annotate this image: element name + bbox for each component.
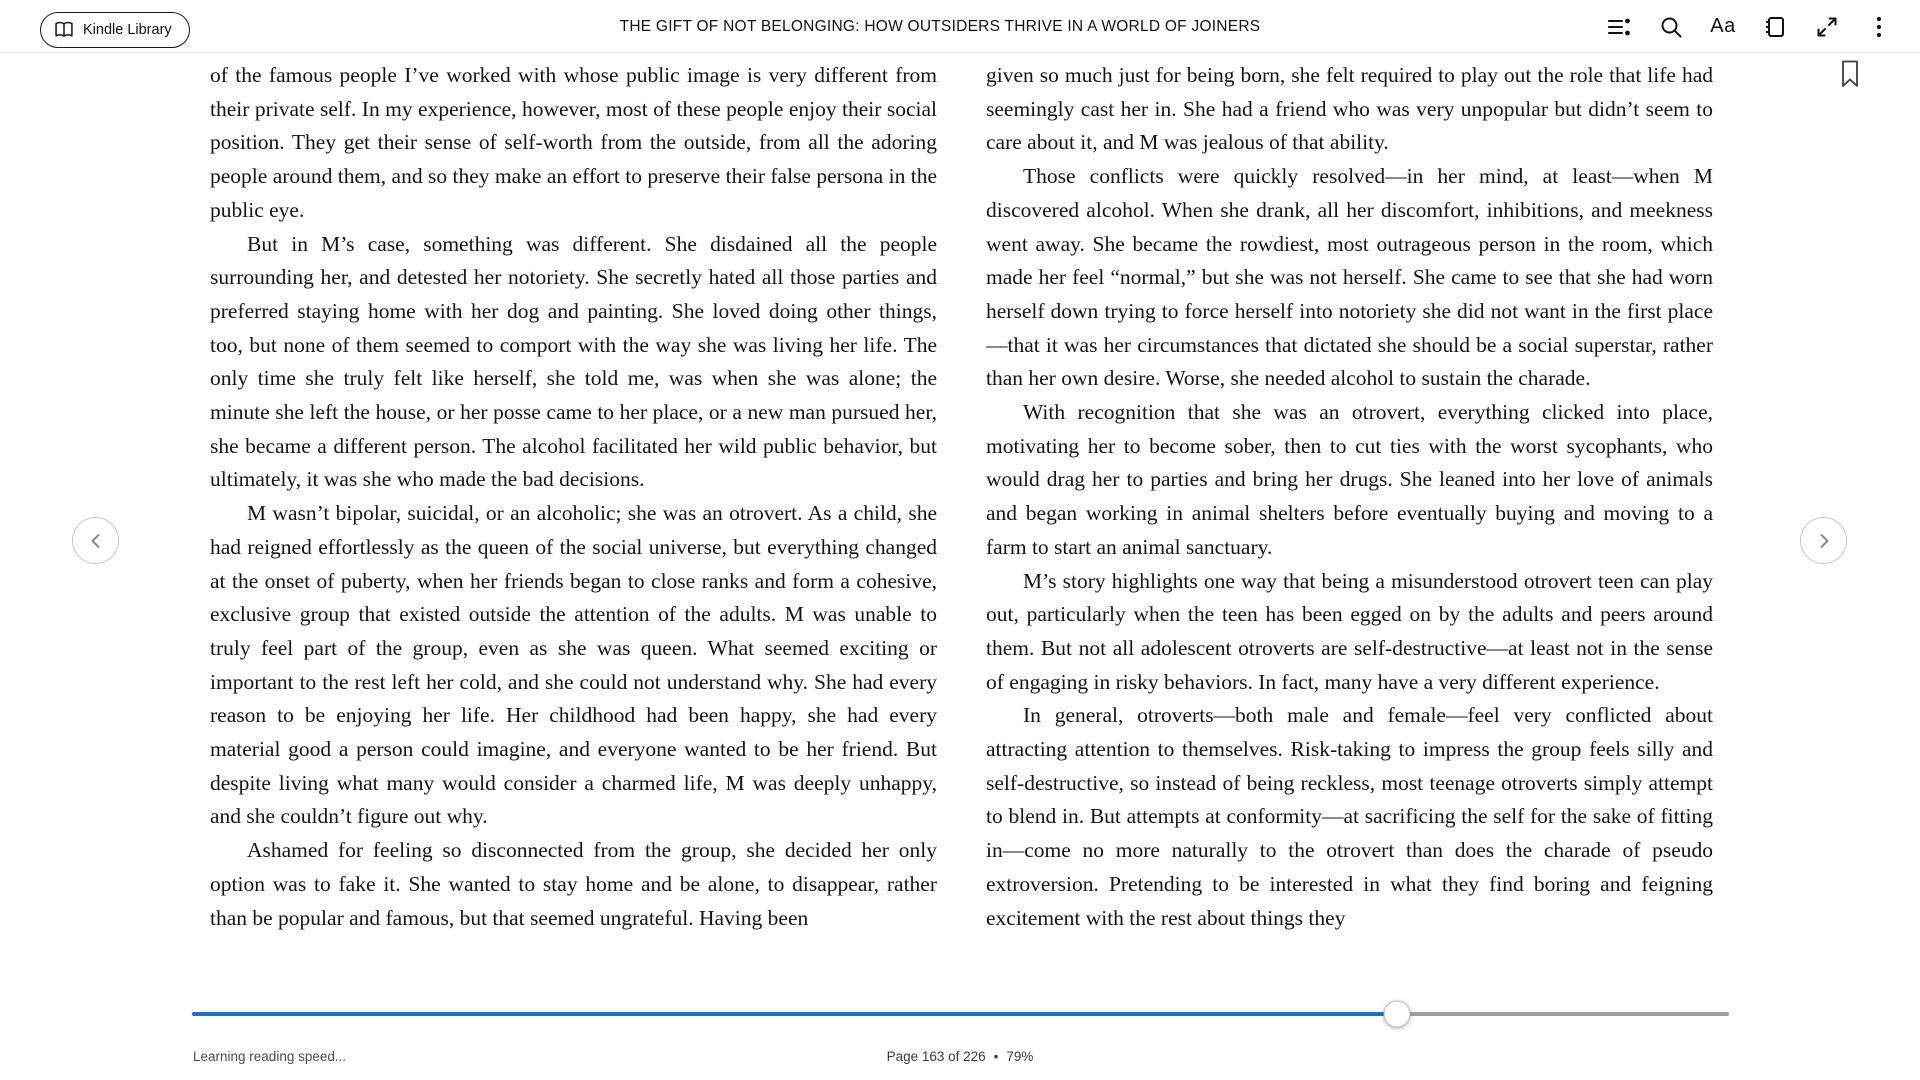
search-button[interactable]	[1650, 6, 1692, 48]
paragraph: In general, otroverts—both male and female—feel very conflicted about attracting attention to themselves. Risk-taking to impress the group feels silly and self-destructive, so instead of being reckless, most teenage otroverts simply attempt to blend in. But attempts at conformity—at sacrificing the self for the sake of fitting in—come no more naturally to the otrovert than does the charade of pseudo extroversion. Pretending to be interested in what they find boring and feigning excitement with the rest about things they	[986, 703, 1713, 930]
bookmark-icon[interactable]	[1841, 60, 1859, 93]
paragraph: But in M’s case, something was different. She disdained all the people surrounding her, and detested her notoriety. She secretly hated all those parties and preferred staying home with her dog and painting. She loved doing other things, too, but none of them seemed to comport with the way she was living her life. The only time she truly felt like herself, she told me, was when she was alone; the minute she left the house, or her posse came to her place, or a new man pursued her, she became a different person. The alcohol facilitated her wild public behavior, but ultimately, it was she who made the bad decisions.	[210, 231, 937, 492]
reading-progress-slider[interactable]	[192, 1012, 1729, 1016]
table-of-contents-button[interactable]	[1598, 6, 1640, 48]
book-title: THE GIFT OF NOT BELONGING: HOW OUTSIDERS THRIVE IN A WORLD OF JOINERS	[619, 17, 1261, 35]
previous-page-button[interactable]	[72, 517, 119, 564]
fullscreen-button[interactable]	[1806, 6, 1848, 48]
page-number-label: Page 163 of 226	[886, 1049, 986, 1064]
paragraph: Those conflicts were quickly resolved—in her mind, at least—when M discovered alcohol. When she drank, all her discomfort, inhibitions, and meekness went away. She became the rowdiest, most outrageous person in the room, which made her feel “normal,” but she was not herself. She came to see that she had worn herself down trying to force herself into notoriety she did not want in the first place—that it was her circumstances that dictated she should be a social superstar, rather than her own desire. Worse, she needed alcohol to sustain the charade.	[986, 164, 1713, 391]
separator-dot: •	[993, 1049, 999, 1064]
chevron-left-icon	[87, 532, 105, 550]
kindle-library-button[interactable]	[40, 12, 190, 48]
font-settings-icon: Aa	[1710, 15, 1736, 37]
paragraph: given so much just for being born, she felt required to play out the role that life had seemingly cast her in. She had a friend who was very unpopular but didn’t seem to care about it, and M was jealous of that ability.	[986, 63, 1713, 155]
search-icon	[1660, 16, 1682, 38]
page-info	[0, 1049, 1920, 1064]
progress-fill	[192, 1012, 1397, 1016]
paragraph: M’s story highlights one way that being a misunderstood otrovert teen can play out, particularly when the teen has been egged on by the adults and peers around them. But not all adolescent otroverts are self-destructive—at least not in the sense of engaging in risky behaviors. In fact, many have a very different experience.	[986, 568, 1713, 694]
open-book-icon	[54, 21, 74, 39]
text-column-left	[210, 59, 937, 935]
next-page-button[interactable]	[1800, 517, 1847, 564]
toolbar	[0, 0, 1920, 53]
chevron-right-icon	[1815, 532, 1833, 550]
percent-read-label: 79%	[1006, 1049, 1034, 1064]
text-column-right	[986, 59, 1713, 935]
kindle-library-label: Kindle Library	[83, 22, 172, 38]
fullscreen-icon	[1816, 16, 1838, 38]
toolbar-actions	[1598, 0, 1900, 53]
reading-speed-label: Learning reading speed...	[193, 1049, 347, 1064]
notebook-icon	[1764, 16, 1786, 38]
paragraph: With recognition that she was an otrovert, everything clicked into place, motivating her to become sober, then to cut ties with the worst sycophants, who would drag her to parties and bring her drugs. She leaned into her love of animals and began working in animal shelters before eventually buying and moving to a farm to start an animal sanctuary.	[986, 400, 1713, 559]
paragraph: of the famous people I’ve worked with whose public image is very different from their private self. In my experience, however, most of these people enjoy their social position. They get their sense of self-worth from the outside, from all the adoring people around them, and so they make an effort to preserve their false persona in the public eye.	[210, 63, 937, 222]
paragraph: Ashamed for feeling so disconnected from the group, she decided her only option was to fake it. She wanted to stay home and be alone, to disappear, rather than be popular and famous, but that seemed ungrateful. Having been	[210, 838, 937, 930]
paragraph: M wasn’t bipolar, suicidal, or an alcoholic; she was an otrovert. As a child, she had reigned effortlessly as the queen of the social universe, but everything changed at the onset of puberty, when her friends began to close ranks and form a cohesive, exclusive group that existed outside the attention of the adults. M was unable to truly feel part of the group, even as she was queen. What seemed exciting or important to the rest left her cold, and she could not understand why. She had every reason to be enjoying her life. Her childhood had been happy, she had every material good a person could imagine, and everyone wanted to be her friend. But despite living what many would consider a charmed life, M was deeply unhappy, and she couldn’t figure out why.	[210, 501, 937, 829]
font-settings-button[interactable]	[1702, 6, 1744, 48]
notebook-button[interactable]	[1754, 6, 1796, 48]
more-options-icon	[1876, 16, 1882, 38]
progress-handle[interactable]	[1384, 1001, 1411, 1028]
table-of-contents-icon	[1607, 17, 1631, 37]
more-options-button[interactable]	[1858, 6, 1900, 48]
